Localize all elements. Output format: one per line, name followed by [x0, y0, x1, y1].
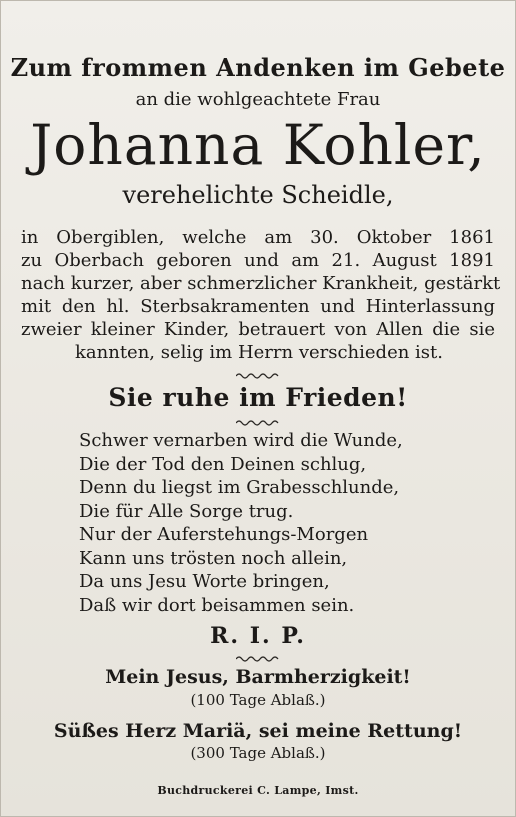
poem-line: Da uns Jesu Worte bringen, — [79, 571, 330, 592]
motto: Sie ruhe im Frieden! — [108, 383, 408, 412]
poem-line: Daß wir dort beisammen sein. — [79, 594, 355, 616]
rip-text: R. I. P. — [210, 623, 306, 649]
printer-credit: Buchdruckerei C. Lampe, Imst. — [157, 784, 359, 797]
body-line: zu Oberbach geboren und am 21. August 1891 — [21, 250, 495, 271]
poem-line: Denn du liegst im Grabesschlunde, — [79, 477, 400, 498]
body-line: zweier kleiner Kinder, betrauert von Allen die sie — [21, 319, 495, 340]
poem-line: Die für Alle Sorge trug. — [79, 500, 294, 522]
ornament-divider — [236, 655, 280, 663]
card-heading: Zum frommen Andenken im Gebete — [10, 53, 506, 82]
prayer-line: Mein Jesus, Barmherzigkeit! — [105, 666, 411, 688]
deceased-name: Johanna Kohler, — [30, 113, 486, 177]
poem — [79, 429, 403, 617]
ornament-divider — [236, 419, 280, 427]
poem-line: Kann uns trösten noch allein, — [79, 547, 348, 569]
body-line: in Obergiblen, welche am 30. Oktober 1861 — [21, 227, 495, 248]
ornament-divider — [236, 372, 280, 380]
poem-line: Die der Tod den Deinen schlug, — [79, 453, 367, 475]
dedication-line: an die wohlgeachtete Frau — [135, 89, 381, 110]
indulgence-note: (100 Tage Ablaß.) — [190, 691, 326, 709]
married-name: verehelichte Scheidle, — [122, 181, 394, 209]
body-line: mit den hl. Sterbsakramenten und Hinterlassung — [21, 296, 495, 317]
body-line: nach kurzer, aber schmerzlicher Krankheit, gestärkt — [21, 273, 501, 294]
prayer-line: Süßes Herz Mariä, sei meine Rettung! — [53, 720, 463, 742]
poem-line: Nur der Auferstehungs-Morgen — [79, 524, 369, 545]
indulgence-note: (300 Tage Ablaß.) — [190, 744, 326, 762]
body-line: kannten, selig im Herrn verschieden ist. — [75, 342, 443, 363]
poem-line: Schwer vernarben wird die Wunde, — [79, 430, 403, 451]
